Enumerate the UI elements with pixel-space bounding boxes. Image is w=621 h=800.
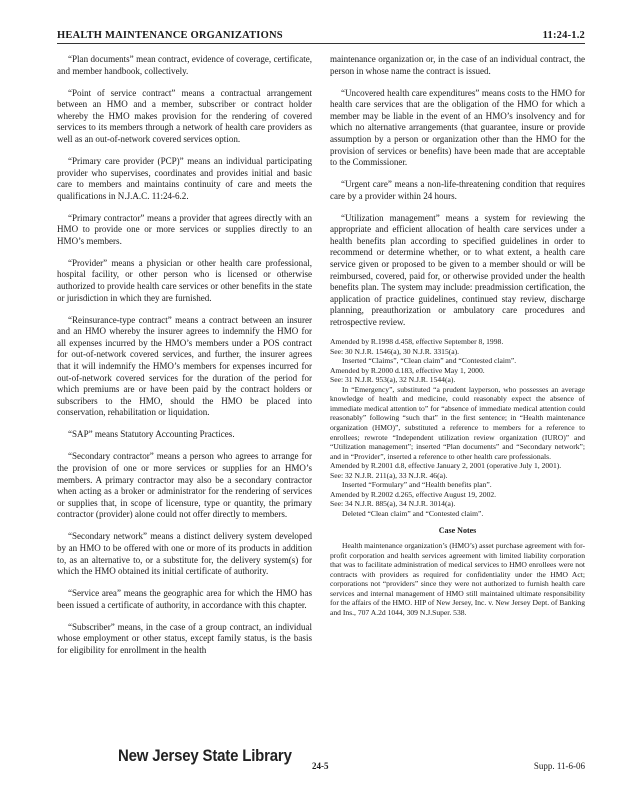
history-line: See: 32 N.J.R. 211(a), 33 N.J.R. 46(a). [330, 470, 448, 480]
history-line: See: 31 N.J.R. 953(a), 32 N.J.R. 1544(a). [330, 375, 456, 385]
definition-paragraph: “Primary care provider (PCP)” means an individual participating provider who supervises, coordinates and provides initial and basic care to members and maintains continuity of care and meets the qualifications in N.J.A.C. 11:24-6.2. [57, 155, 312, 201]
history-line: Amended by R.2001 d.8, effective January 2, 2001 (operative July 1, 2001). [330, 461, 562, 471]
header-rule [57, 43, 585, 44]
definition-paragraph: “Point of service contract” means a contractual arrangement between an HMO and a member, subscriber or contract holder whereby the HMO makes provision for the rendering of covered services to its members through a network of health care providers as well as an out-of-network covered services option. [57, 87, 312, 144]
definition-paragraph: “Secondary contractor” means a person who agrees to arrange for the provision of one or more services or supplies for an HMO’s members. A primary contractor may also be a secondary contractor when acting as a broker or administrator for the rendering of services or supplies that, in scope of licensure, type or quantity, the primary contractor (provider) alone could not offer directly to members. [57, 451, 312, 520]
history-line: Inserted “Formulary” and “Health benefits plan”. [342, 480, 492, 490]
library-stamp: New Jersey State Library [118, 746, 292, 765]
history-line: Amended by R.2000 d.183, effective May 1, 2000. [330, 365, 485, 375]
definition-paragraph: “Uncovered health care expenditures” means costs to the HMO for health care services that are the obligation of the HMO for which a member may be liable in the event of an HMO’s insolvency and for which no alternative arrangements (that guarantee, insure or provide assumption by a person or organization other than the HMO for the provision of services or benefits) have been made that are acceptable to the Commissioner. [330, 87, 585, 168]
history-line: Amended by R.1998 d.458, effective September 8, 1998. [330, 337, 504, 347]
definition-paragraph: “Service area” means the geographic area for which the HMO has been issued a certificate of authority, in accordance with this chapter. [57, 588, 312, 610]
definition-paragraph: “SAP” means Statutory Accounting Practices. [68, 429, 235, 440]
definition-paragraph: “Primary contractor” means a provider that agrees directly with an HMO to provide one or more services or supplies directly to an HMO’s members. [57, 212, 312, 246]
history-line: See: 34 N.J.R. 885(a), 34 N.J.R. 3014(a). [330, 499, 456, 509]
supplement-date: Supp. 11-6-06 [533, 761, 585, 771]
definition-paragraph: “Subscriber” means, in the case of a group contract, an individual whose employment or other status, except family status, is the basis for eligibility for enrollment in the health [57, 621, 312, 655]
running-header [57, 24, 585, 42]
history-line: Inserted “Claims”, “Clean claim” and “Contested claim”. [342, 356, 517, 366]
header-section-number: 11:24-1.2 [542, 30, 585, 41]
case-note-text: Health maintenance organization’s (HMO’s) asset purchase agreement with for-profit corporation and health services agreement with limited liability corporation that was to facilitate administration of medical services to HMO enrollees were not contracts with providers as required for confidentiality under the HMO Act; corporations not “providers” since they were not authorized to furnish health care services and internal management of HMO still maintained ultimate responsibility for the affairs of the HMO. HIP of New Jersey, Inc. v. New Jersey Dept. of Banking and Ins., 707 A.2d 1044, 309 N.J.Super. 538. [330, 541, 585, 617]
definition-paragraph: maintenance organization or, in the case of an individual contract, the person in whose name the contract is issued. [330, 54, 585, 76]
definition-paragraph: “Secondary network” means a distinct delivery system developed by an HMO to be offered with one or more of its products in addition to, as an alternative to, or a substitute for, the delivery system(s) for which the HMO obtained its initial certificate of authority. [57, 531, 312, 577]
definition-paragraph: “Plan documents” mean contract, evidence of coverage, certificate, and member handbook, collectively. [57, 54, 312, 76]
definition-paragraph: “Reinsurance-type contract” means a contract between an insurer and an HMO whereby the insurer agrees to indemnify the HMO for all expenses incurred by the HMO’s members under a POS contract for out-of-network covered services, and further, the insurer agrees that it will indemnify the HMO’s members for expenses incurred for out-of-network covered services for the duration of the period for which premiums are or have been paid by the contract holders or subscribers to the HMO, should the HMO be placed into conservation, rehabilitation or liquidation. [57, 314, 312, 418]
history-line: In “Emergency”, substituted “a prudent layperson, who possesses an average knowledge of health and medicine, could reasonably expect the absence of immediate medical attention to” for “absence of immediate medical attention could reasonably” following “such that” in the first sentence; in “Health maintenance organization (HMO)”, substituted a reference to members for a reference to enrollees; rewrote “Independent utilization review organization (IURO)” and “Utilization management”; inserted “Plan documents” and “Secondary network”; and in “Provider”, inserted a reference to other health care professionals. [330, 384, 585, 461]
history-line: See: 30 N.J.R. 1546(a), 30 N.J.R. 3315(a). [330, 346, 460, 356]
history-notes [330, 337, 585, 518]
header-title: HEALTH MAINTENANCE ORGANIZATIONS [57, 30, 283, 41]
right-column [330, 54, 585, 617]
history-line: Deleted “Clean claim” and “Contested claim”. [342, 508, 484, 518]
history-line: Amended by R.2002 d.265, effective August 19, 2002. [330, 489, 497, 499]
left-column [57, 54, 312, 667]
definition-paragraph: “Utilization management” means a system for reviewing the appropriate and efficient allocation of health care services under a health benefits plan according to specified guidelines in order to recommend or determine whether, or to what extent, a health care service given or proposed to be given to a member should or will be reimbursed, covered, paid for, or otherwise provided under the health benefits plan. The system may include: preadmission certification, the application of practice guidelines, continued stay review, discharge planning, preauthorization or ambulatory care procedures and retrospective review. [330, 212, 585, 328]
definition-paragraph: “Provider” means a physician or other health care professional, hospital facility, or other person who is licensed or otherwise authorized to provide health care services or other benefits in the state or jurisdiction in which they are furnished. [57, 257, 312, 303]
definition-paragraph: “Urgent care” means a non-life-threatening condition that requires care by a provider within 24 hours. [330, 179, 585, 201]
case-notes-heading: Case Notes [438, 526, 477, 536]
page-number: 24-5 [312, 761, 329, 771]
